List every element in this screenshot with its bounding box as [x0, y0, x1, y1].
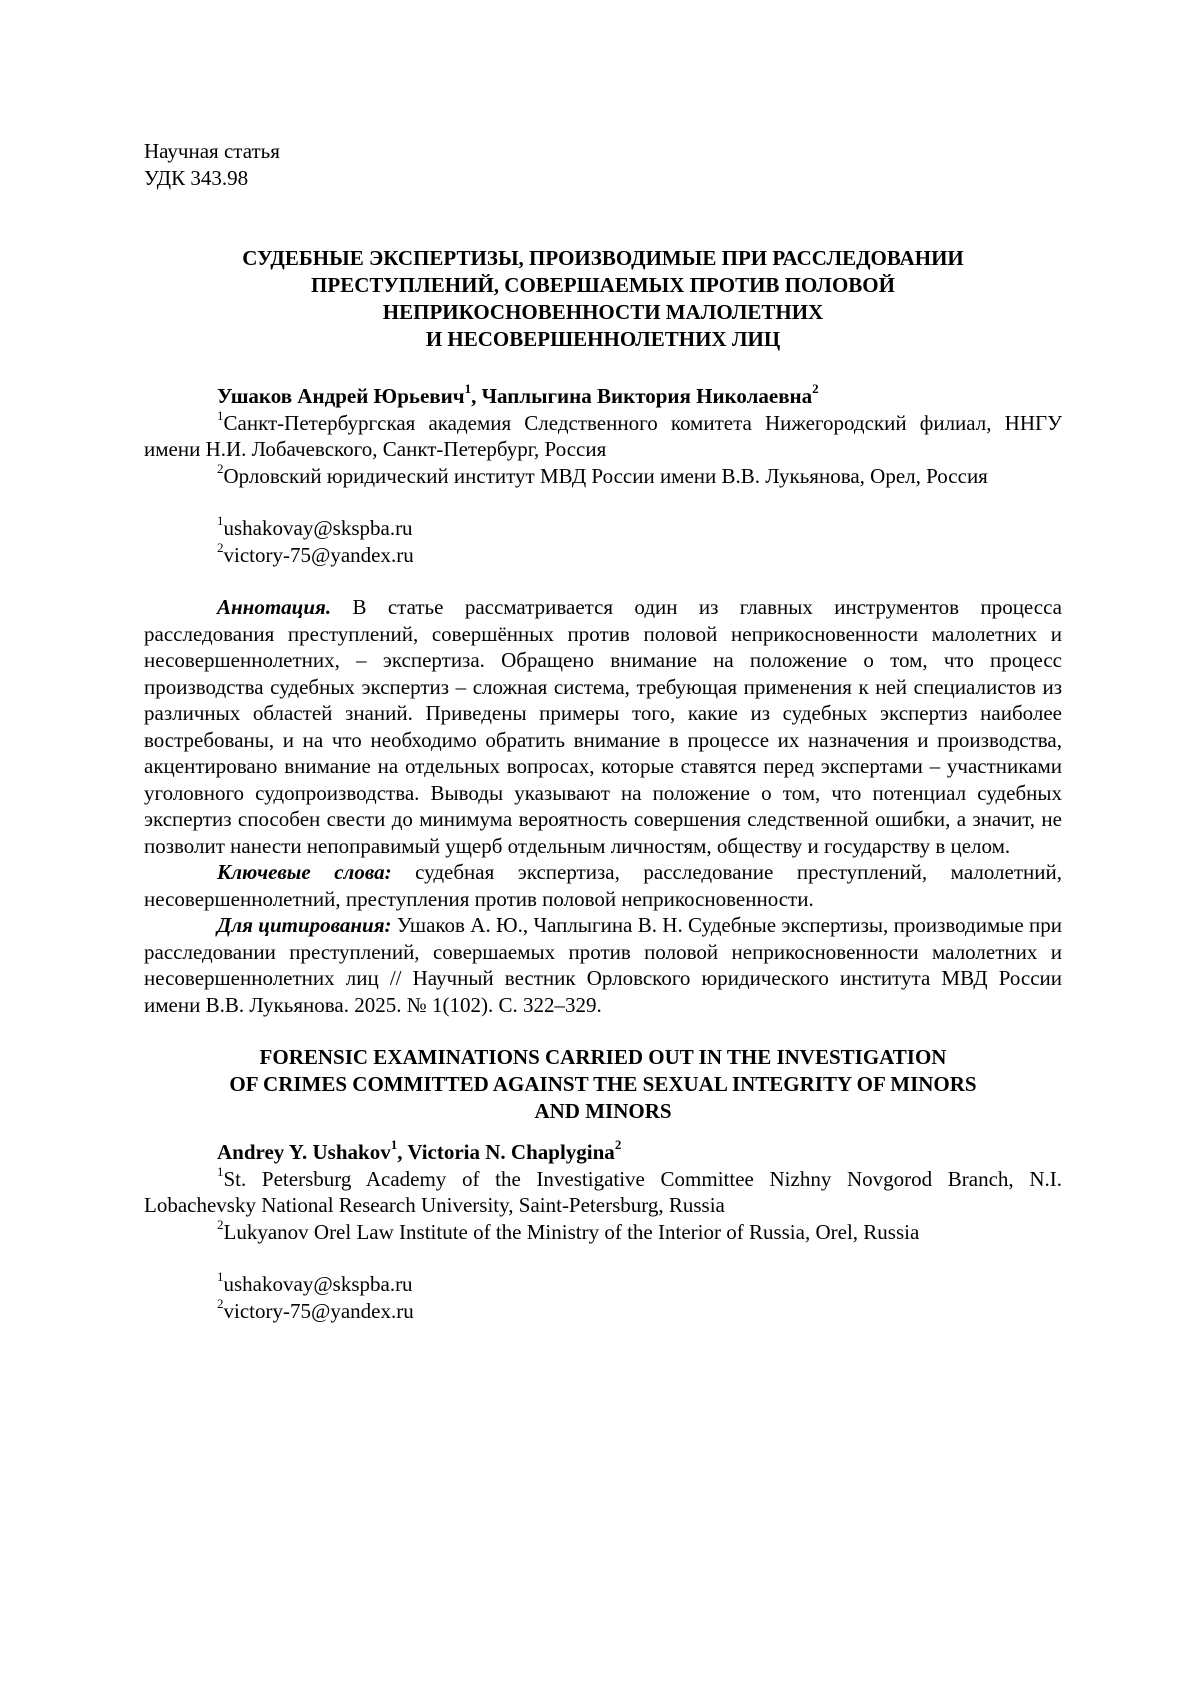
ru-email1-sup: 1 [217, 513, 224, 528]
en-aff1-text: St. Petersburg Academy of the Investigative Committee Nizhny Novgorod Branch, N.I. Lobachevsky National Research University, Saint-Petersburg, Russia [144, 1166, 1062, 1217]
en-author-2: Victoria N. Chaplygina [407, 1140, 615, 1164]
en-email-2 [144, 1295, 1062, 1325]
ru-affiliation-2 [144, 460, 1062, 490]
ru-affiliation-1 [144, 407, 1062, 463]
ru-author-sep: , [471, 384, 482, 408]
en-email2-sup: 2 [217, 1295, 224, 1311]
ru-aff1-sup: 1 [217, 407, 224, 423]
ru-email1-text[interactable]: ushakovay@skspba.ru [223, 516, 413, 540]
en-author-1-sup: 1 [390, 1137, 398, 1152]
ru-aff2-sup: 2 [217, 460, 224, 476]
article-type: Научная статья [144, 139, 280, 163]
en-author-2-sup: 2 [614, 1137, 622, 1152]
en-title [144, 1044, 1062, 1125]
abstract-text: В статье рассматривается один из главных инструментов процесса расследования преступлений, совершённых против половой неприкосновенности малолетних и несовершеннолетних, – экспертиза. Обращено внимание на положение о том, что процесс производства судебных экспертиз – сложная система, требующая применения к ней специалистов из различных областей знаний. Приведены примеры того, какие из судебных экспертиз наиболее востребованы, и на что необходимо обратить внимание в процессе их назначения и производства, акцентировано внимание на отдельных вопросах, которые ставятся перед экспертами – участниками уголовного судопроизводства. Выводы указывают на положение о том, что потенциал судебных экспертиз способен свести до минимума вероятность совершения следственной ошибки, а значит, не позволит нанести непоправимый ущерб отдельным личностям, обществу и государству в целом. [144, 595, 1062, 858]
en-aff2-sup: 2 [217, 1216, 224, 1232]
en-authors [144, 1139, 1062, 1166]
ru-email2-sup: 2 [217, 539, 224, 555]
en-title-line: AND MINORS [534, 1099, 672, 1123]
keywords-label: Ключевые слова: [217, 860, 392, 884]
ru-abstract [144, 594, 1062, 859]
ru-citation [144, 912, 1062, 1018]
ru-author-2-sup: 2 [812, 381, 819, 396]
en-title-line: FORENSIC EXAMINATIONS CARRIED OUT IN THE INVESTIGATION [259, 1045, 947, 1069]
ru-author-1: Ушаков Андрей Юрьевич [217, 384, 465, 408]
en-aff1-sup: 1 [217, 1163, 224, 1179]
ru-author-2: Чаплыгина Виктория Николаевна [481, 384, 813, 408]
en-title-line: OF CRIMES COMMITTED AGAINST THE SEXUAL INTEGRITY OF MINORS [229, 1072, 977, 1096]
citation-label: Для цитирования: [217, 913, 392, 937]
en-affiliation-1 [144, 1163, 1062, 1219]
abstract-label: Аннотация. [217, 595, 332, 619]
en-author-1: Andrey Y. Ushakov [217, 1140, 391, 1164]
en-author-sep: , [397, 1140, 408, 1164]
document-page [144, 138, 1062, 1324]
ru-aff1-text: Санкт-Петербургская академия Следственного комитета Нижегородский филиал, ННГУ имени Н.И. Лобачевского, Санкт-Петербург, Россия [144, 410, 1062, 461]
ru-title-line: СУДЕБНЫЕ ЭКСПЕРТИЗЫ, ПРОИЗВОДИМЫЕ ПРИ РАССЛЕДОВАНИИ [242, 246, 964, 270]
ru-title-line: НЕПРИКОСНОВЕННОСТИ МАЛОЛЕТНИХ [382, 300, 824, 324]
en-email1-text[interactable]: ushakovay@skspba.ru [223, 1272, 413, 1296]
ru-title-line: ПРЕСТУПЛЕНИЙ, СОВЕРШАЕМЫХ ПРОТИВ ПОЛОВОЙ [311, 273, 895, 297]
ru-keywords [144, 859, 1062, 912]
ru-author-1-sup: 1 [464, 381, 472, 396]
keywords-text: судебная экспертиза, расследование преступлений, малолетний, несовершеннолетний, преступления против половой неприкосновенности. [144, 860, 1062, 911]
en-email2-text[interactable]: victory-75@yandex.ru [223, 1298, 414, 1323]
ru-authors [144, 383, 1062, 410]
en-aff2-text: Lukyanov Orel Law Institute of the Ministry of the Interior of Russia, Orel, Russia [223, 1219, 920, 1244]
en-affiliation-2 [144, 1216, 1062, 1246]
ru-email-1 [144, 515, 1062, 542]
ru-aff2-text: Орловский юридический институт МВД России имени В.В. Лукьянова, Орел, Россия [223, 463, 988, 488]
citation-text: Ушаков А. Ю., Чаплыгина В. Н. Судебные экспертизы, производимые при расследовании преступлений, совершаемых против половой неприкосновенности малолетних и несовершеннолетних лиц // Научный вестник Орловского юридического института МВД России имени В.В. Лукьянова. 2025. № 1(102). С. 322–329. [144, 913, 1062, 1017]
ru-email2-text[interactable]: victory-75@yandex.ru [223, 542, 414, 567]
en-email1-sup: 1 [217, 1269, 224, 1284]
ru-email-2 [144, 539, 1062, 569]
udc-code: УДК 343.98 [144, 165, 249, 190]
ru-title-line: И НЕСОВЕРШЕННОЛЕТНИХ ЛИЦ [425, 327, 781, 351]
ru-title [144, 245, 1062, 353]
en-email-1 [144, 1271, 1062, 1298]
